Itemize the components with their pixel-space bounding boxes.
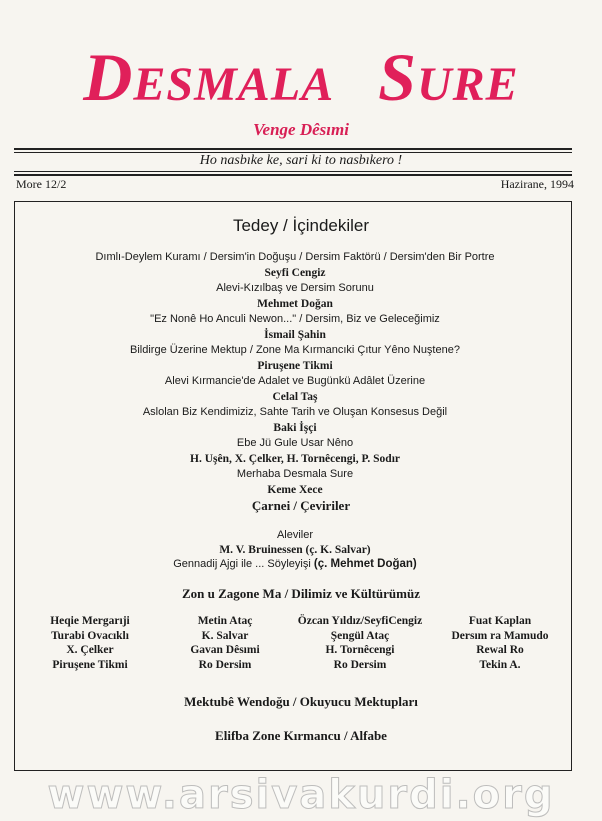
translations-list bbox=[20, 528, 570, 572]
toc-author: Celal Taş bbox=[272, 390, 318, 403]
toc-entry: Alevi Kırmancie'de Adalet ve Bugünkü Adâlet Üzerine bbox=[164, 375, 426, 387]
translation-credit: (ç. Mehmet Doğan) bbox=[313, 558, 417, 570]
bottom-rule-thin bbox=[14, 171, 572, 172]
letters-heading: Mektubê Wendoğu / Okuyucu Mektupları bbox=[184, 694, 418, 709]
toc-entry: Ebe Jü Gule Usar Nêno bbox=[236, 437, 354, 449]
translations-heading: Çarnei / Çeviriler bbox=[251, 498, 351, 513]
toc-entry: Alevi-Kızılbaş ve Dersim Sorunu bbox=[216, 282, 374, 294]
watermark: www.arsivakurdi.org bbox=[47, 772, 555, 818]
alphabet-heading: Elifba Zone Kırmancu / Alfabe bbox=[215, 728, 387, 743]
author-column-4 bbox=[430, 614, 570, 672]
masthead-title bbox=[0, 38, 602, 117]
top-rule bbox=[14, 148, 572, 150]
masthead-initial-s: S bbox=[378, 39, 417, 115]
motto: Ho nasbıke ke, sari ki to nasbıkero ! bbox=[199, 153, 403, 168]
toc-author: Piruşene Tikmi bbox=[257, 359, 333, 372]
toc-entry: "Ez Nonê Ho Anculi Newon..." / Dersim, Biz ve Geleceğimiz bbox=[150, 313, 440, 325]
author-name: Özcan Yıldız/SeyfiCengiz bbox=[297, 615, 423, 627]
issue-date: Hazirane, 1994 bbox=[500, 177, 574, 191]
author-name: X. Çelker bbox=[66, 644, 114, 656]
author-name: Şengül Ataç bbox=[330, 629, 390, 642]
translation-item bbox=[20, 557, 570, 572]
toc-entry: Bildirge Üzerine Mektup / Zone Ma Kırmancıki Çıtur Yêno Nuştene? bbox=[130, 344, 460, 356]
author-name: Ro Dersim bbox=[198, 658, 252, 671]
toc-author: H. Uşên, X. Çelker, H. Tornêcengi, P. Sodır bbox=[190, 452, 400, 465]
masthead-word-sure: URE bbox=[416, 58, 519, 111]
translation-author: M. V. Bruinessen (ç. K. Salvar) bbox=[219, 543, 371, 556]
author-name: H. Tornêcengi bbox=[325, 644, 395, 656]
translation-text: Gennadij Ajgi ile ... Söyleyişi bbox=[173, 558, 314, 570]
toc-title: Tedey / İçindekiler bbox=[232, 216, 370, 235]
author-name: K. Salvar bbox=[201, 629, 249, 642]
author-column-1 bbox=[25, 614, 155, 672]
author-name: Piruşene Tikmi bbox=[52, 658, 128, 671]
language-heading: Zon u Zagone Ma / Dilimiz ve Kültürümüz bbox=[182, 586, 420, 601]
toc-author: Baki İşçi bbox=[273, 421, 317, 434]
author-name: Ro Dersim bbox=[333, 658, 387, 671]
author-name: Metin Ataç bbox=[197, 615, 253, 627]
author-name: Tekin A. bbox=[479, 658, 521, 671]
masthead-initial-d: D bbox=[83, 39, 134, 115]
toc-author: İsmail Şahin bbox=[264, 328, 326, 341]
author-name: Turabi Ovacıklı bbox=[51, 629, 129, 642]
toc-list bbox=[20, 250, 570, 498]
issue-number: More 12/2 bbox=[16, 177, 67, 191]
author-name: Gavan Dêsımi bbox=[190, 644, 260, 656]
translation-item: Aleviler bbox=[276, 529, 314, 541]
bottom-rule bbox=[14, 174, 572, 176]
author-name: Dersım ra Mamudo bbox=[451, 629, 549, 642]
author-name: Heqie Mergarıji bbox=[50, 615, 130, 627]
masthead-word-desmala: ESMALA bbox=[133, 58, 335, 111]
toc-author: Mehmet Doğan bbox=[257, 297, 333, 310]
subtitle: Venge Dêsımi bbox=[253, 120, 349, 139]
toc-entry: Aslolan Biz Kendimiziz, Sahte Tarih ve Oluşan Konsesus Değil bbox=[142, 406, 448, 418]
toc-author: Seyfi Cengiz bbox=[264, 266, 326, 279]
author-column-3 bbox=[290, 614, 430, 672]
toc-entry: Merhaba Desmala Sure bbox=[236, 468, 354, 480]
toc-author: Keme Xece bbox=[267, 483, 323, 496]
author-name: Fuat Kaplan bbox=[468, 615, 532, 627]
toc-entry: Dımlı-Deylem Kuramı / Dersim'in Doğuşu / Dersim Faktörü / Dersim'den Bir Portre bbox=[95, 251, 495, 263]
author-name: Rewal Ro bbox=[476, 644, 524, 656]
author-column-2 bbox=[160, 614, 290, 672]
